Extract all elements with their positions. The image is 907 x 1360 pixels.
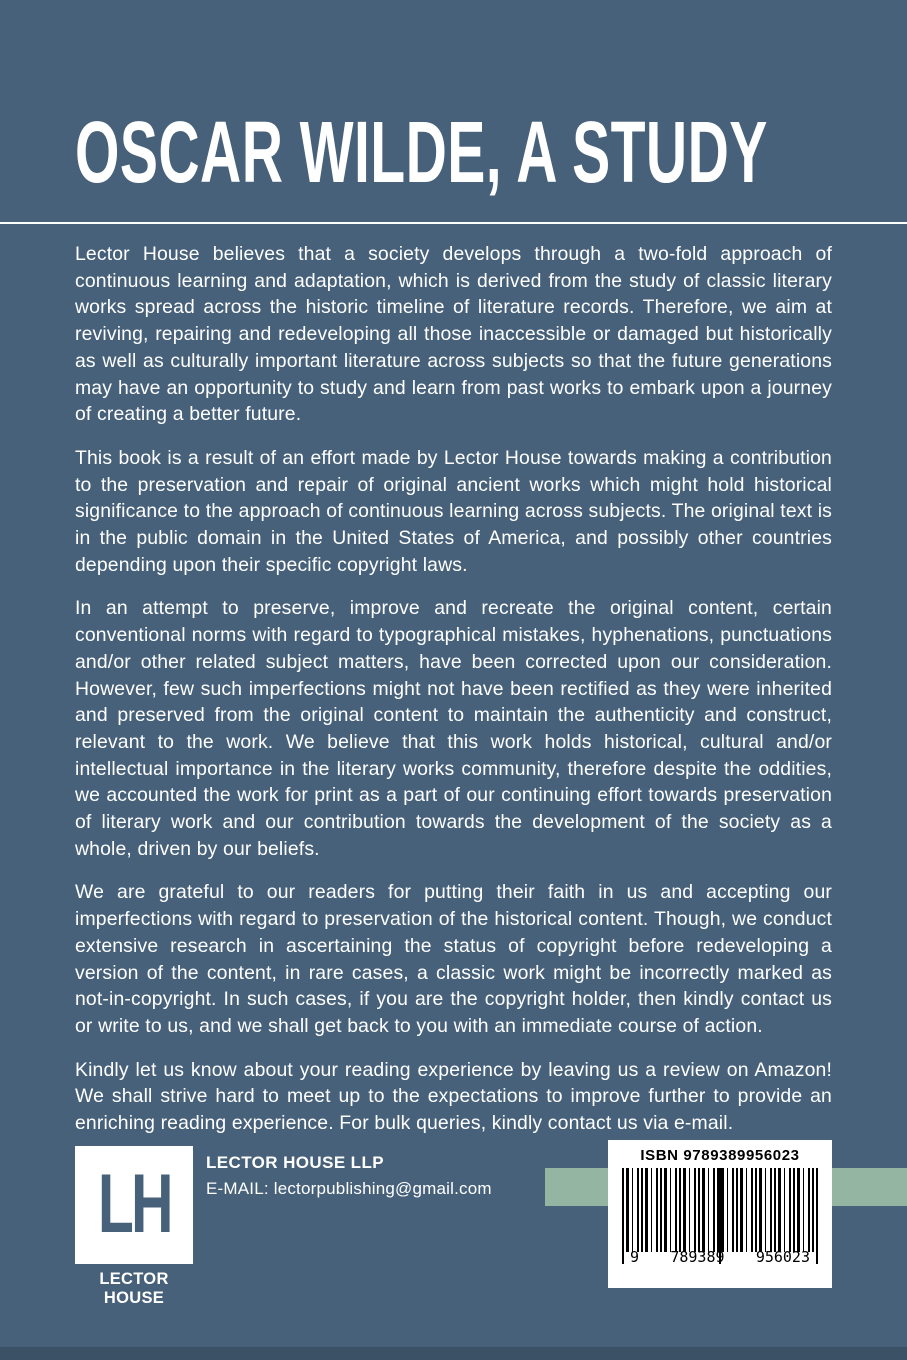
barcode-panel	[608, 1140, 832, 1288]
barcode-digit-group: 789389	[670, 1248, 725, 1266]
publisher-email: E-MAIL: lectorpublishing@gmail.com	[206, 1179, 492, 1198]
barcode-digit-group: 956023	[755, 1248, 810, 1266]
barcode-digits	[622, 1249, 818, 1266]
title-divider	[0, 222, 907, 224]
paragraph-copyright-notice: We are grateful to our readers for putting their faith in us and accepting our imperfections with regard to preservation of the historical content. Though, we conduct extensive research in ascertaining the status of copyright before redeveloping a version of the content, in rare cases, a classic work might be incorrectly marked as not-in-copyright. In such cases, if you are the copyright holder, then kindly contact us or write to us, and we shall get back to you with an immediate course of action.	[75, 881, 832, 1037]
isbn-label: ISBN 9789389956023	[640, 1147, 800, 1164]
paragraph-review-request: Kindly let us know about your reading experience by leaving us a review on Amazon! We shall strive hard to meet up to the expectations to improve further to provide an enriching reading experience. For bulk queries, kindly contact us via e-mail.	[75, 1058, 832, 1135]
publisher-description	[75, 241, 832, 1137]
paragraph-preservation-notes: In an attempt to preserve, improve and recreate the original content, certain conventional norms with regard to typographical mistakes, hyphenations, punctuations and/or other related subject matters, have been corrected upon our consideration. However, few such imperfections might not have been rectified as they were inherited and preserved from the original content to maintain the authenticity and construct, relevant to the work. We believe that this work holds historical, cultural and/or intellectual importance in the literary works community, therefore despite the oddities, we accounted the work for print as a part of our continuing effort towards preservation of literary work and our contribution towards the development of the society as a whole, driven by our beliefs.	[75, 597, 832, 860]
publisher-name: LECTOR HOUSE LLP	[206, 1153, 384, 1172]
cover-bottom-edge	[0, 1347, 907, 1360]
title-block	[75, 0, 832, 208]
lector-house-monogram-icon: LH	[97, 1157, 171, 1251]
paragraph-book-effort: This book is a result of an effort made by Lector House towards making a contribution to the preservation and repair of original ancient works which might hold historical significance to the approach of continuous learning across subjects. The original text is in the public domain in the United States of America, and possibly other countries depending upon their specific copyright laws.	[75, 446, 832, 576]
barcode-digit-group: 9	[630, 1248, 640, 1266]
book-title: OSCAR WILDE, A STUDY	[75, 103, 768, 201]
publisher-logo	[75, 1146, 193, 1264]
barcode	[622, 1168, 818, 1266]
publisher-contact	[206, 1150, 492, 1202]
logo-caption: LECTOR HOUSE	[99, 1270, 169, 1307]
publisher-footer	[0, 1140, 907, 1310]
paragraph-about-lector-house: Lector House believes that a society develops through a two-fold approach of continuous learning and adaptation, which is derived from the study of classic literary works spread across the historic timeline of literature records. Therefore, we aim at reviving, repairing and redeveloping all those inaccessible or damaged but historically as well as culturally important literature across subjects so that the future generations may have an opportunity to study and learn from past works to embark upon a journey of creating a better future.	[75, 243, 832, 426]
